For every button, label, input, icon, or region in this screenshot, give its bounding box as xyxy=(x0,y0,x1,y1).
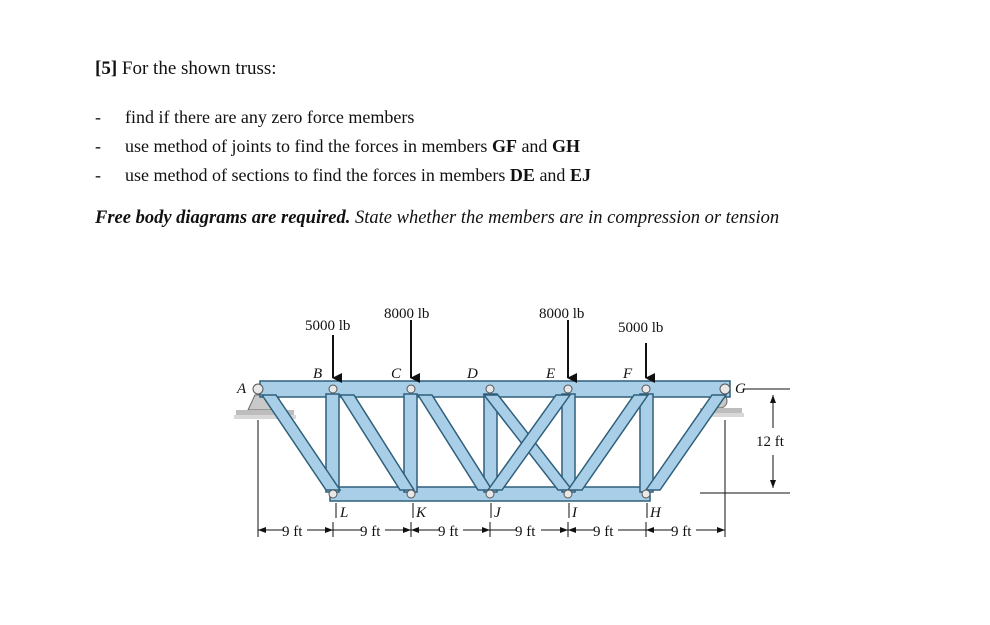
span-label-4: 9 ft xyxy=(515,524,536,540)
member-kd xyxy=(418,395,492,490)
load-label-b: 5000 lb xyxy=(305,318,351,334)
node-label-i: I xyxy=(572,505,577,521)
node-label-b: B xyxy=(313,366,323,382)
note-rest: State whether the members are in compression or tension xyxy=(350,208,780,228)
problem-title: For the shown truss: xyxy=(121,58,277,79)
span-label-6: 9 ft xyxy=(671,524,692,540)
node-label-g: G xyxy=(735,381,746,397)
load-label-e: 8000 lb xyxy=(539,306,585,322)
node-label-c: C xyxy=(391,366,402,382)
member-fh xyxy=(640,394,653,492)
node-label-k: K xyxy=(416,505,427,521)
member-hf xyxy=(568,395,648,490)
node-label-e: E xyxy=(546,366,556,382)
load-label-f: 5000 lb xyxy=(618,320,664,336)
node-label-a: A xyxy=(237,381,247,397)
node-label-j: J xyxy=(494,505,501,521)
span-label-5: 9 ft xyxy=(593,524,614,540)
member-gh xyxy=(646,395,726,490)
task-text: find if there are any zero force members xyxy=(125,107,415,127)
member-ei xyxy=(562,394,575,492)
node-label-l: L xyxy=(340,505,349,521)
span-label-3: 9 ft xyxy=(438,524,459,540)
span-label-1: 9 ft xyxy=(282,524,303,540)
problem-number: [5] xyxy=(95,58,118,79)
load-label-c: 8000 lb xyxy=(384,306,430,322)
span-labels xyxy=(282,524,692,540)
node-label-h: H xyxy=(650,505,661,521)
bullet-dash: - xyxy=(95,107,101,127)
load-arrows xyxy=(333,320,646,378)
node-label-f: F xyxy=(623,366,633,382)
node-label-ticks xyxy=(336,503,647,518)
bullet-dash: - xyxy=(95,136,101,156)
task-text: use method of joints to find the forces in members GF and GH xyxy=(125,136,580,156)
truss-webs xyxy=(262,394,726,492)
task-text: use method of sections to find the forces in members DE and EJ xyxy=(125,165,591,185)
height-dim-label: 12 ft xyxy=(756,434,784,450)
node-label-d: D xyxy=(467,366,478,382)
note-bold: Free body diagrams are required. xyxy=(95,208,351,228)
bullet-dash: - xyxy=(95,165,101,185)
span-label-2: 9 ft xyxy=(360,524,381,540)
member-lc xyxy=(340,395,414,490)
